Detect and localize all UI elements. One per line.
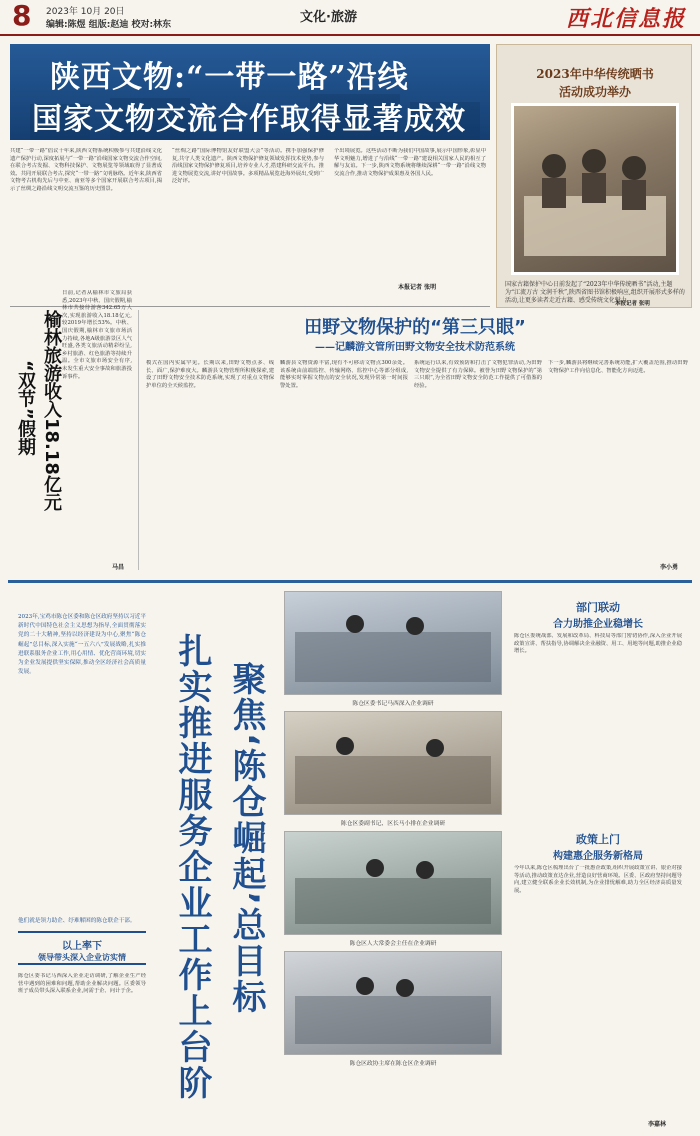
right-body1: 陈仓区委统战部、发展和改革局、科技局等部门密切协作,深入企业开展政策宣讲、帮扶指导,协调解决企业融资、用工、用地等问题,助推企业稳增长。 [514, 633, 682, 655]
field-col-1: 模式在国内实属罕见。长期以来,田野文物点多、线长、面广,保护难度大。麟游县文物管理所积极探索,建设了田野文物安全技术防范系统,实现了对重点文物保护单位的全天候监控。 [146, 360, 274, 389]
feature-intro-column [18, 613, 146, 1118]
tourism-title-line2: “双节”假期 [15, 360, 36, 456]
panel-byline: 本报记者 张明 [615, 301, 650, 307]
tourism-byline: 马昌 [112, 564, 125, 571]
panel-caption: 国家古籍保护中心日前发起了“2023年中华传统晒书”活动,主题为“江流万古 文润千秋”,陕西省图书馆积极响应,组织开展形式多样的活动,让更多读者走近古籍、感受传统文化魅力。 [505, 281, 685, 304]
masthead [0, 0, 700, 36]
feature-caption-4: 陈仓区政协主席在陈仓区企业调研 [349, 1061, 437, 1067]
tourism-title-line1: 榆林旅游收入18.18亿元 [41, 310, 62, 511]
right-head1a: 部门联动 [576, 601, 620, 614]
right-head2b: 构建惠企服务新格局 [553, 851, 643, 862]
subhead-body: 陈仓区委书记马西深入企业走访调研,了解企业生产经营中遇到的困难和问题,帮助企业解决问题。区委领导班子成员带头深入联系企业,问需于企、问计于企。 [18, 973, 146, 995]
subhead-lead-by-example [18, 931, 146, 965]
feature-photo-2 [284, 711, 502, 815]
book-airing-photo [511, 103, 679, 275]
enterprise-feature [8, 580, 692, 1128]
page-number: 8 [12, 0, 32, 32]
feature-intro-sign: 他们就是领力助企、纾难解困的陈仓联企干部。 [18, 918, 136, 924]
feature-title-line2: 聚焦‘陈仓崛起’总目标 [226, 661, 266, 1015]
right-head2a: 政策上门 [576, 833, 620, 846]
newspaper-logo: 西北信息报 [565, 6, 686, 32]
feature-intro: 2023年,宝鸡市陈仓区委和陈仓区政府坚持以习近平新时代中国特色社会主义思想为指导,全面贯彻落实党的二十大精神,坚持以经济建设为中心,聚焦“陈仓崛起”总目标,深入实施“一五六八”发展战略,扎实推进联系服务企业工作,用心用情、优化营商环境,切实为企业发展提供坚实保障,推动全区经济社会高质量发展。 [18, 614, 146, 676]
lead-byline: 本报记者 张明 [398, 284, 437, 291]
field-article-subtitle: ——记麟游文管所田野文物安全技术防范系统 [315, 342, 515, 353]
lead-col-3: 个出境展览。这些活动不断为我们中国故事,展示中国形象,彰显中华文明魅力,增进了与沿线“一带一路”建设相关国家人民的相互了解与友谊。下一步,陕西文物系统将继续深耕“一带一路”沿线文物交流合作,推动文物保护成果惠及各国人民。 [334, 148, 486, 177]
feature-photo-4 [284, 951, 502, 1055]
field-col-4: 下一步,麟游县将继续完善系统功能,扩大覆盖范围,推动田野文物保护工作向信息化、智能化方向迈进。 [548, 360, 688, 374]
field-article-title: 田野文物保护的“第三只眼” [304, 317, 526, 338]
lead-title-line1: 陕西文物:“一带一路”沿线 [50, 60, 409, 95]
section-title: 文化·旅游 [300, 10, 357, 25]
feature-photo-3 [284, 831, 502, 935]
feature-caption-2: 陈仓区委副书记、区长马小排在企业调研 [340, 821, 446, 827]
right-byline: 李嘉林 [648, 1121, 667, 1128]
field-col-3: 系统运行以来,有效预防和打击了文物犯罪活动,为田野文物安全提供了有力保障。被誉为田野文物保护的“第三只眼”,为全省田野文物安全防范工作提供了可借鉴的经验。 [414, 360, 542, 389]
panel-title-line2: 活动成功举办 [558, 85, 631, 99]
field-col-2: 麟游县文物资源丰富,现有不可移动文物点300余处。该系统由前端监控、传输网络、监控中心等部分组成,能够实时掌握文物点的安全状况,发现异常第一时间报警处置。 [280, 360, 408, 389]
column-divider [138, 310, 139, 570]
editor-credits: 编辑:陈煜 组版:赵迪 校对:林东 [46, 20, 172, 30]
right-head1b: 合力助推企业稳增长 [553, 619, 643, 630]
lead-banner [10, 44, 490, 140]
lead-col-2: “丝绸之路”国际博物馆友好联盟大会”等活动。携手加强保护修复,共守人类文化遗产。陕西文物保护修复领域发挥技术优势,参与沿线国家文物保护修复项目,培养专业人才,搭建科研交流平台。推进文物展览交流,讲好中国故事。多项精品展览赴海外展出,受到广泛好评。 [172, 148, 324, 185]
feature-photo-1 [284, 591, 502, 695]
feature-caption-3: 陈仓区人大常委会主任在企业调研 [349, 941, 437, 947]
lead-title-line2: 国家文物交流合作取得显著成效 [32, 102, 466, 137]
tourism-body: 日前,记者从榆林市文旅局获悉,2023年中秋、国庆假期,榆林市共接待游客342.65万人次,实现旅游收入18.18亿元,较2019年增长53%。中秋、国庆假期,榆林市文旅市场活力持续,各地A级旅游景区人气旺盛,各类文旅活动精彩纷呈,乡村旅游、红色旅游等持续升温。全市文旅市场安全有序,未发生重大安全事故和旅游投诉事件。 [62, 290, 132, 380]
book-airing-panel [496, 44, 692, 308]
panel-title-line1: 2023年中华传统晒书 [536, 67, 654, 81]
field-byline: 李小勇 [660, 564, 679, 571]
subhead-line1: 以上率下 [62, 941, 102, 952]
feature-title-line1: 扎实推进服务企业工作上台阶 [172, 633, 212, 1101]
lead-col-1: 共建“一带一路”倡议十年来,陕西文物系统积极参与共建沿线文化遗产保护行动,深度拓展与“一带一路”沿线国家文物交流合作空间,在联合考古发掘、文物科技保护、文物展览等领域取得了显著成效。共同开展联合考古,探究“一带一路”文明脉络。近年来,陕西省文物考古机构先后与中亚、南亚等多个国家开展联合考古项目,揭示了丝绸之路沿线文明交流互鉴的历史图景。 [10, 148, 162, 192]
issue-date: 2023年 10月 20日 [46, 7, 125, 17]
right-body2: 今年以来,陈仓区梳理出台了一批惠企政策,组织开展政策宣讲、银企对接等活动,推动政策直达企业,营造良好营商环境。区委、区政府坚持问题导向,建立健全联系企业长效机制,为企业排忧解难,助力全区经济高质量发展。 [514, 865, 682, 894]
subhead-line2: 领导带头深入企业访实情 [38, 952, 126, 962]
feature-caption-1: 陈仓区委书记马西深入企业调研 [352, 701, 434, 707]
